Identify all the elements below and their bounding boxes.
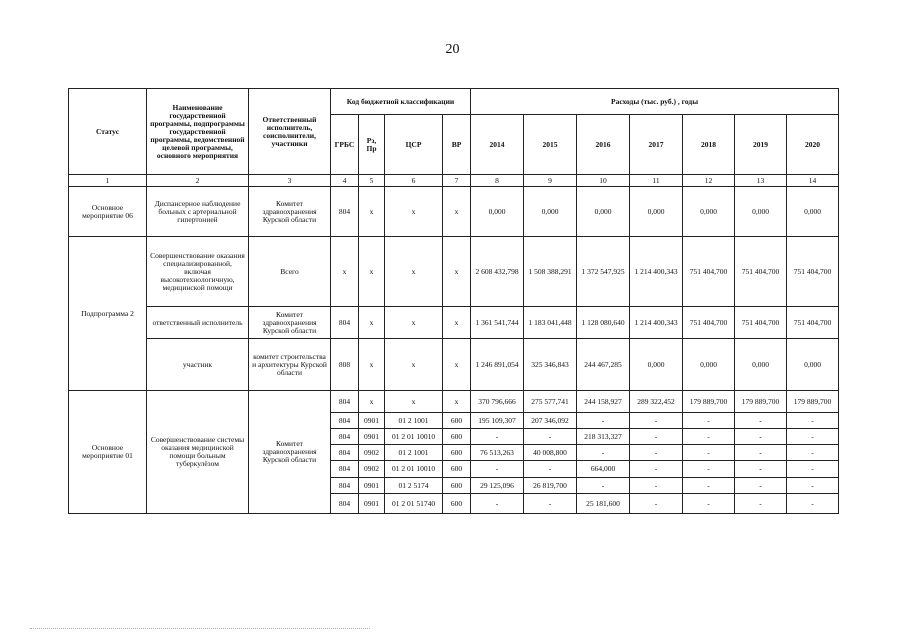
cell-rzpr: 0902: [359, 461, 385, 478]
table-row: [69, 339, 839, 391]
cell-2017: 289 322,452: [630, 391, 683, 413]
row-name: Совершенствование системы оказания медицинской помощи больным туберкулёзом: [147, 391, 249, 514]
cell-grbs: 808: [331, 339, 359, 391]
cell-rzpr: 0902: [359, 445, 385, 461]
column-numbers-row: [69, 175, 839, 187]
cell-2018: 179 889,700: [683, 391, 735, 413]
header-vr: ВР: [443, 115, 471, 175]
cell-2018: -: [683, 445, 735, 461]
row-name: участник: [147, 339, 249, 391]
cell-vr: 600: [443, 445, 471, 461]
header-year: 2018: [683, 115, 735, 175]
cell-2015: 1 183 041,448: [524, 307, 577, 339]
cell-grbs: 804: [331, 391, 359, 413]
cell-2014: 76 513,263: [471, 445, 524, 461]
cell-csr: х: [385, 391, 443, 413]
cell-rzpr: х: [359, 237, 385, 307]
budget-table: [68, 88, 839, 514]
column-number: 9: [524, 175, 577, 187]
column-number: 6: [385, 175, 443, 187]
table-row: [69, 237, 839, 307]
cell-2018: -: [683, 494, 735, 514]
cell-2015: 325 346,843: [524, 339, 577, 391]
cell-csr: 01 2 01 10010: [385, 429, 443, 445]
row-name: Совершенствование оказания специализированной, включая высокотехнологичную, медицинской помощи: [147, 237, 249, 307]
column-number: 1: [69, 175, 147, 187]
cell-2017: -: [630, 494, 683, 514]
cell-rzpr: х: [359, 307, 385, 339]
cell-2016: 218 313,327: [577, 429, 630, 445]
cell-csr: х: [385, 187, 443, 237]
cell-grbs: 804: [331, 494, 359, 514]
cell-vr: 600: [443, 478, 471, 494]
row-status: Основное мероприятие 01: [69, 391, 147, 514]
table-row: [69, 187, 839, 237]
cell-2016: -: [577, 478, 630, 494]
header-responsible: Ответственный исполнитель, соисполнители, участники: [249, 89, 331, 175]
cell-2020: -: [787, 429, 839, 445]
cell-2015: 40 008,800: [524, 445, 577, 461]
cell-vr: х: [443, 307, 471, 339]
cell-2018: 751 404,700: [683, 237, 735, 307]
cell-2018: 751 404,700: [683, 307, 735, 339]
cell-2019: 0,000: [735, 339, 787, 391]
cell-2016: 1 128 080,640: [577, 307, 630, 339]
cell-2016: 25 181,600: [577, 494, 630, 514]
header-expenses: Расходы (тыс. руб.) , годы: [471, 89, 839, 115]
cell-2017: -: [630, 478, 683, 494]
cell-2019: 0,000: [735, 187, 787, 237]
cell-2016: 1 372 547,925: [577, 237, 630, 307]
header-year: 2014: [471, 115, 524, 175]
row-name: ответственный исполнитель: [147, 307, 249, 339]
cell-2016: 0,000: [577, 187, 630, 237]
cell-2020: 0,000: [787, 339, 839, 391]
cell-2019: -: [735, 478, 787, 494]
cell-csr: х: [385, 237, 443, 307]
cell-2015: -: [524, 461, 577, 478]
cell-csr: 01 2 01 51740: [385, 494, 443, 514]
cell-2014: 1 361 541,744: [471, 307, 524, 339]
row-responsible: Комитет здравоохранения Курской области: [249, 187, 331, 237]
cell-vr: 600: [443, 413, 471, 429]
cell-2020: -: [787, 478, 839, 494]
cell-2014: 29 125,096: [471, 478, 524, 494]
header-budget-code: Код бюджетной классификации: [331, 89, 471, 115]
cell-csr: 01 2 1001: [385, 445, 443, 461]
cell-2019: 179 889,700: [735, 391, 787, 413]
cell-2017: 1 214 400,343: [630, 237, 683, 307]
cell-csr: 01 2 1001: [385, 413, 443, 429]
cell-csr: 01 2 5174: [385, 478, 443, 494]
cell-2020: -: [787, 445, 839, 461]
row-responsible: Всего: [249, 237, 331, 307]
cell-grbs: 804: [331, 478, 359, 494]
column-number: 10: [577, 175, 630, 187]
column-number: 3: [249, 175, 331, 187]
cell-2016: 244 467,285: [577, 339, 630, 391]
cell-2018: -: [683, 478, 735, 494]
cell-2020: 179 889,700: [787, 391, 839, 413]
cell-2019: -: [735, 445, 787, 461]
cell-2018: -: [683, 413, 735, 429]
header-grbs: ГРБС: [331, 115, 359, 175]
cell-2016: -: [577, 445, 630, 461]
cell-2014: 370 796,666: [471, 391, 524, 413]
row-responsible: Комитет здравоохранения Курской области: [249, 391, 331, 514]
cell-vr: х: [443, 237, 471, 307]
cell-2015: -: [524, 494, 577, 514]
cell-2018: -: [683, 429, 735, 445]
row-status: Основное мероприятие 06: [69, 187, 147, 237]
cell-2018: 0,000: [683, 339, 735, 391]
cell-2015: 26 819,700: [524, 478, 577, 494]
cell-2014: 0,000: [471, 187, 524, 237]
row-status: Подпрограмма 2: [69, 237, 147, 391]
page-number: 20: [445, 42, 460, 57]
cell-rzpr: х: [359, 391, 385, 413]
cell-2017: 0,000: [630, 339, 683, 391]
cell-vr: х: [443, 339, 471, 391]
column-number: 2: [147, 175, 249, 187]
cell-csr: 01 2 01 10010: [385, 461, 443, 478]
cell-grbs: 804: [331, 445, 359, 461]
cell-2017: 0,000: [630, 187, 683, 237]
column-number: 13: [735, 175, 787, 187]
header-status: Статус: [69, 89, 147, 175]
cell-2017: -: [630, 429, 683, 445]
cell-2020: 751 404,700: [787, 307, 839, 339]
cell-2016: 664,000: [577, 461, 630, 478]
header-csr: ЦСР: [385, 115, 443, 175]
cell-2019: -: [735, 413, 787, 429]
cell-2020: 0,000: [787, 187, 839, 237]
cell-2014: 1 246 891,054: [471, 339, 524, 391]
column-number: 14: [787, 175, 839, 187]
header-row-1: [69, 89, 839, 115]
cell-2018: 0,000: [683, 187, 735, 237]
cell-rzpr: 0901: [359, 429, 385, 445]
cell-2015: 207 346,092: [524, 413, 577, 429]
cell-2019: -: [735, 494, 787, 514]
row-responsible: Комитет здравоохранения Курской области: [249, 307, 331, 339]
row-responsible: комитет строительства и архитектуры Курской области: [249, 339, 331, 391]
cell-rzpr: х: [359, 187, 385, 237]
cell-2015: 275 577,741: [524, 391, 577, 413]
cell-2020: 751 404,700: [787, 237, 839, 307]
header-year: 2015: [524, 115, 577, 175]
cell-csr: х: [385, 307, 443, 339]
cell-grbs: х: [331, 237, 359, 307]
cell-vr: 600: [443, 461, 471, 478]
cell-2017: 1 214 400,343: [630, 307, 683, 339]
scan-artifact-line: [30, 628, 370, 631]
cell-2014: 195 109,307: [471, 413, 524, 429]
cell-grbs: 804: [331, 187, 359, 237]
cell-2018: -: [683, 461, 735, 478]
cell-csr: х: [385, 339, 443, 391]
cell-2015: 1 508 388,291: [524, 237, 577, 307]
cell-2017: -: [630, 461, 683, 478]
cell-vr: 600: [443, 429, 471, 445]
cell-rzpr: 0901: [359, 478, 385, 494]
cell-2019: 751 404,700: [735, 237, 787, 307]
cell-2019: -: [735, 429, 787, 445]
cell-rzpr: 0901: [359, 413, 385, 429]
cell-2017: -: [630, 445, 683, 461]
cell-2017: -: [630, 413, 683, 429]
cell-2014: -: [471, 494, 524, 514]
table-row: [69, 307, 839, 339]
column-number: 11: [630, 175, 683, 187]
table-row: [69, 391, 839, 413]
cell-grbs: 804: [331, 461, 359, 478]
cell-2020: -: [787, 413, 839, 429]
cell-vr: 600: [443, 494, 471, 514]
header-name: Наименование государственной программы, подпрограммы государственной программы, ведомственной целевой программы, основного мероприятия: [147, 89, 249, 175]
cell-2016: -: [577, 413, 630, 429]
cell-2015: 0,000: [524, 187, 577, 237]
column-number: 8: [471, 175, 524, 187]
header-year: 2017: [630, 115, 683, 175]
header-year: 2016: [577, 115, 630, 175]
cell-rzpr: х: [359, 339, 385, 391]
header-year: 2019: [735, 115, 787, 175]
column-number: 7: [443, 175, 471, 187]
cell-2019: 751 404,700: [735, 307, 787, 339]
cell-2014: -: [471, 429, 524, 445]
cell-rzpr: 0901: [359, 494, 385, 514]
column-number: 12: [683, 175, 735, 187]
cell-2019: -: [735, 461, 787, 478]
cell-2015: -: [524, 429, 577, 445]
cell-2014: -: [471, 461, 524, 478]
cell-2014: 2 608 432,798: [471, 237, 524, 307]
cell-2016: 244 158,927: [577, 391, 630, 413]
column-number: 5: [359, 175, 385, 187]
header-rzpr: Рз, Пр: [359, 115, 385, 175]
header-year: 2020: [787, 115, 839, 175]
cell-2020: -: [787, 461, 839, 478]
cell-vr: х: [443, 391, 471, 413]
cell-grbs: 804: [331, 307, 359, 339]
cell-vr: х: [443, 187, 471, 237]
cell-grbs: 804: [331, 413, 359, 429]
cell-2020: -: [787, 494, 839, 514]
column-number: 4: [331, 175, 359, 187]
cell-grbs: 804: [331, 429, 359, 445]
row-name: Диспансерное наблюдение больных с артериальной гипертонией: [147, 187, 249, 237]
